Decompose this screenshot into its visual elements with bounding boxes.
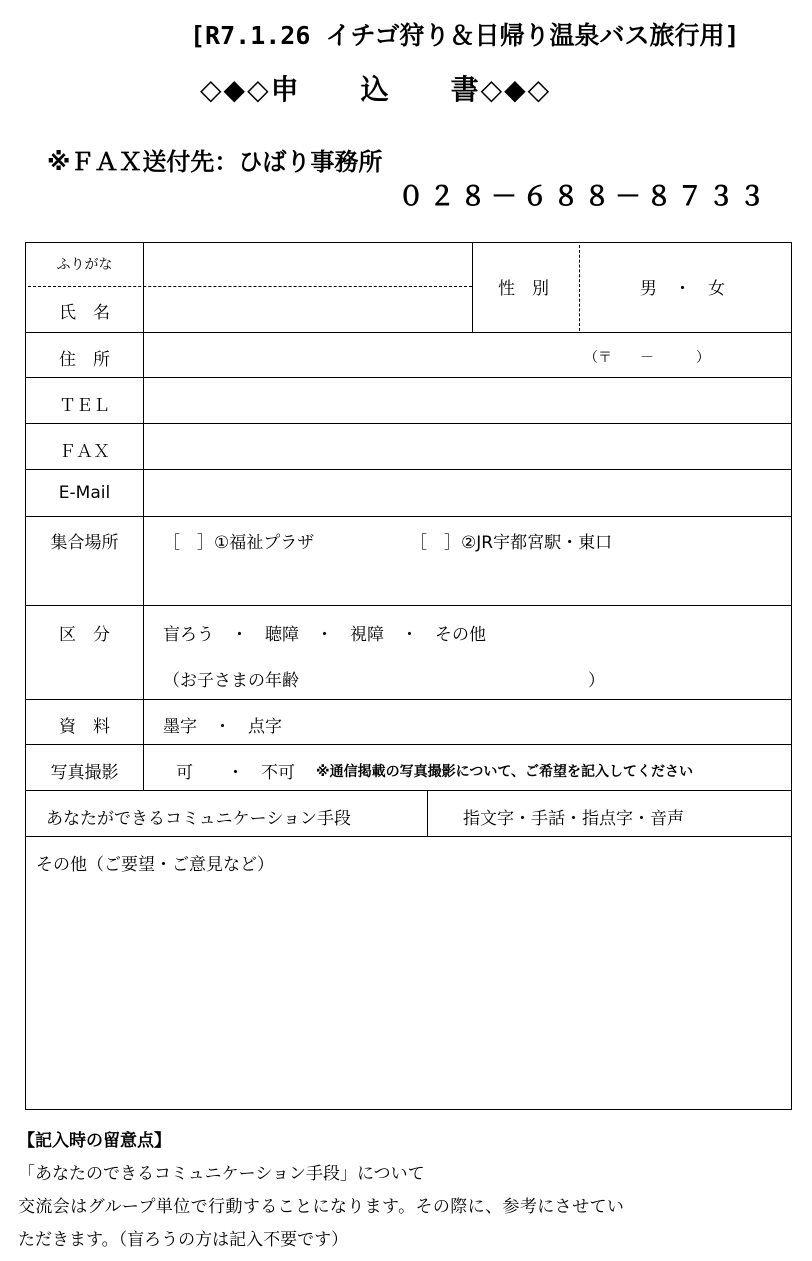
photo-note: ※通信掲載の写真撮影について、ご希望を記入してください — [316, 764, 694, 780]
meeting-option-utsunomiya-station[interactable]: ［ ］②JR宇都宮駅・東口 — [410, 533, 613, 553]
address-label: 住 所 — [59, 350, 110, 370]
child-age-field[interactable]: （お子さまの年齢 ） — [163, 671, 605, 691]
category-label: 区 分 — [59, 625, 110, 645]
name-field[interactable] — [144, 288, 471, 331]
name-label: 氏 名 — [59, 303, 110, 323]
material-options[interactable]: 墨字 ・ 点字 — [163, 717, 282, 737]
category-options[interactable]: 盲ろう ・ 聴障 ・ 視障 ・ その他 — [163, 625, 486, 645]
tel-field[interactable] — [144, 378, 789, 422]
communication-label: あなたができるコミュニケーション手段 — [46, 809, 351, 829]
fax-number: ０２８－６８８－８７３３ — [398, 182, 771, 212]
photo-options[interactable]: 可 ・ 不可 — [176, 763, 295, 783]
material-label: 資 料 — [59, 717, 110, 737]
fax-destination: ※ＦＡＸ送付先：ひばり事務所 — [47, 148, 383, 176]
email-field[interactable] — [144, 470, 789, 515]
notes-line-2: 交流会はグループ単位で行動することになります。その際に、参考にさせてい — [18, 1197, 625, 1217]
fax-label: ＦＡＸ — [59, 442, 110, 462]
photo-label: 写真撮影 — [50, 763, 119, 783]
form-title: [R7.1.26 イチゴ狩り＆日帰り温泉バス旅行用] — [190, 21, 740, 50]
tel-label: ＴＥＬ — [59, 396, 110, 416]
notes-line-3: ただきます。（盲ろうの方は記入不要です） — [18, 1230, 349, 1250]
email-label: E-Mail — [58, 483, 111, 503]
gender-label: 性 別 — [498, 279, 549, 299]
notes-title: 【記入時の留意点】 — [18, 1131, 171, 1151]
gender-options[interactable]: 男 ・ 女 — [640, 279, 725, 299]
application-heading: ◇◆◇申 込 書◇◆◇ — [200, 73, 552, 106]
furigana-field[interactable] — [144, 244, 471, 285]
postal-code[interactable]: （〒 － ） — [584, 350, 710, 366]
other-label: その他（ご要望・ご意見など） — [36, 855, 274, 875]
furigana-label: ふりがな — [56, 257, 113, 273]
meeting-place-label: 集合場所 — [50, 533, 119, 553]
other-comments-field[interactable] — [28, 883, 789, 1107]
application-form — [25, 242, 792, 1110]
communication-options[interactable]: 指文字・手話・指点字・音声 — [463, 809, 684, 829]
meeting-option-fukushi-plaza[interactable]: ［ ］①福祉プラザ — [163, 533, 315, 553]
fax-field[interactable] — [144, 424, 789, 468]
notes-line-1: 「あなたのできるコミュニケーション手段」について — [18, 1164, 425, 1184]
